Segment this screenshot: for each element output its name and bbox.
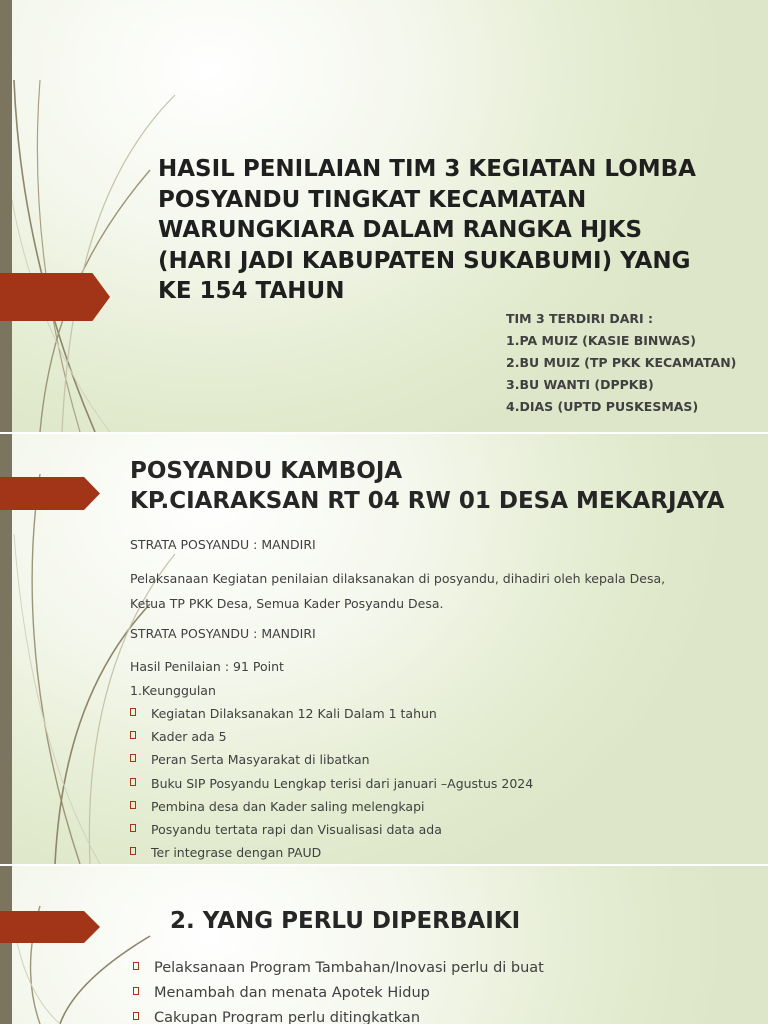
bullet-icon xyxy=(133,1012,139,1020)
team-heading: TIM 3 TERDIRI DARI : xyxy=(506,311,654,326)
list-item xyxy=(133,981,544,1006)
list-item xyxy=(130,702,730,725)
list-item-text: Ter integrase dengan PAUD xyxy=(151,845,322,861)
bullet-icon xyxy=(130,754,136,762)
strata-text: STRATA POSYANDU : MANDIRI xyxy=(130,537,316,552)
bullet-icon xyxy=(130,708,136,716)
list-item xyxy=(133,1006,544,1024)
arrow-tab xyxy=(0,273,110,321)
list-item xyxy=(130,725,730,748)
bullet-icon xyxy=(130,731,136,739)
improvements-list xyxy=(133,956,544,1024)
list-item-text: Cakupan Program perlu ditingkatkan xyxy=(154,1010,421,1024)
list-item xyxy=(130,841,730,864)
posyandu-address: KP.CIARAKSAN RT 04 RW 01 DESA MEKARJAYA xyxy=(130,488,725,514)
bullet-icon xyxy=(130,847,136,855)
list-item-text: Kegiatan Dilaksanakan 12 Kali Dalam 1 tahun xyxy=(151,706,437,721)
list-item-text: Buku SIP Posyandu Lengkap terisi dari januari –Agustus 2024 xyxy=(151,775,534,791)
left-accent-bar xyxy=(0,0,12,432)
list-item-text: Pelaksanaan Program Tambahan/Inovasi perlu di buat xyxy=(154,960,544,976)
list-item xyxy=(130,795,730,818)
assessment-body xyxy=(130,534,730,864)
team-list xyxy=(506,308,736,418)
bullet-icon xyxy=(130,778,136,786)
description-line: Pelaksanaan Kegiatan penilaian dilaksanakan di posyandu, dihadiri oleh kepala Desa, xyxy=(130,571,666,586)
list-item-text: Menambah dan menata Apotek Hidup xyxy=(154,985,430,1001)
score-text: Hasil Penilaian : 91 Point xyxy=(130,659,284,674)
posyandu-name: POSYANDU KAMBOJA xyxy=(130,458,403,484)
strata-text: STRATA POSYANDU : MANDIRI xyxy=(130,626,316,641)
improvements-title: 2. YANG PERLU DIPERBAIKI xyxy=(170,908,521,934)
slide-improvements xyxy=(0,866,768,1024)
left-accent-bar xyxy=(0,866,12,1024)
slide-assessment xyxy=(0,434,768,864)
list-item xyxy=(133,956,544,981)
list-item-text: Kader ada 5 xyxy=(151,729,227,745)
slide-title xyxy=(0,0,768,432)
slide-title-heading: HASIL PENILAIAN TIM 3 KEGIATAN LOMBA POSYANDU TINGKAT KECAMATAN WARUNGKIARA DALAM RANGKA HJKS (HARI JADI KABUPATEN SUKABUMI) YANG KE 154 TAHUN xyxy=(158,156,696,304)
team-member: 4.DIAS (UPTD PUSKESMAS) xyxy=(506,399,699,414)
arrow-tab xyxy=(0,911,100,943)
team-member: 3.BU WANTI (DPPKB) xyxy=(506,377,654,392)
description-line: Ketua TP PKK Desa, Semua Kader Posyandu Desa. xyxy=(130,596,444,611)
bullet-icon xyxy=(130,824,136,832)
arrow-tab xyxy=(0,477,100,510)
list-item-text: Peran Serta Masyarakat di libatkan xyxy=(151,752,370,768)
list-item-text: Pembina desa dan Kader saling melengkapi xyxy=(151,798,425,814)
list-item xyxy=(130,818,730,841)
section-label: 1.Keunggulan xyxy=(130,682,216,698)
team-member: 2.BU MUIZ (TP PKK KECAMATAN) xyxy=(506,355,737,370)
bullet-icon xyxy=(133,962,139,970)
posyandu-title xyxy=(130,456,750,516)
list-item xyxy=(130,772,730,795)
list-item xyxy=(130,748,730,771)
list-item-text: Posyandu tertata rapi dan Visualisasi data ada xyxy=(151,821,442,837)
team-member: 1.PA MUIZ (KASIE BINWAS) xyxy=(506,333,697,348)
bullet-icon xyxy=(133,987,139,995)
bullet-icon xyxy=(130,801,136,809)
